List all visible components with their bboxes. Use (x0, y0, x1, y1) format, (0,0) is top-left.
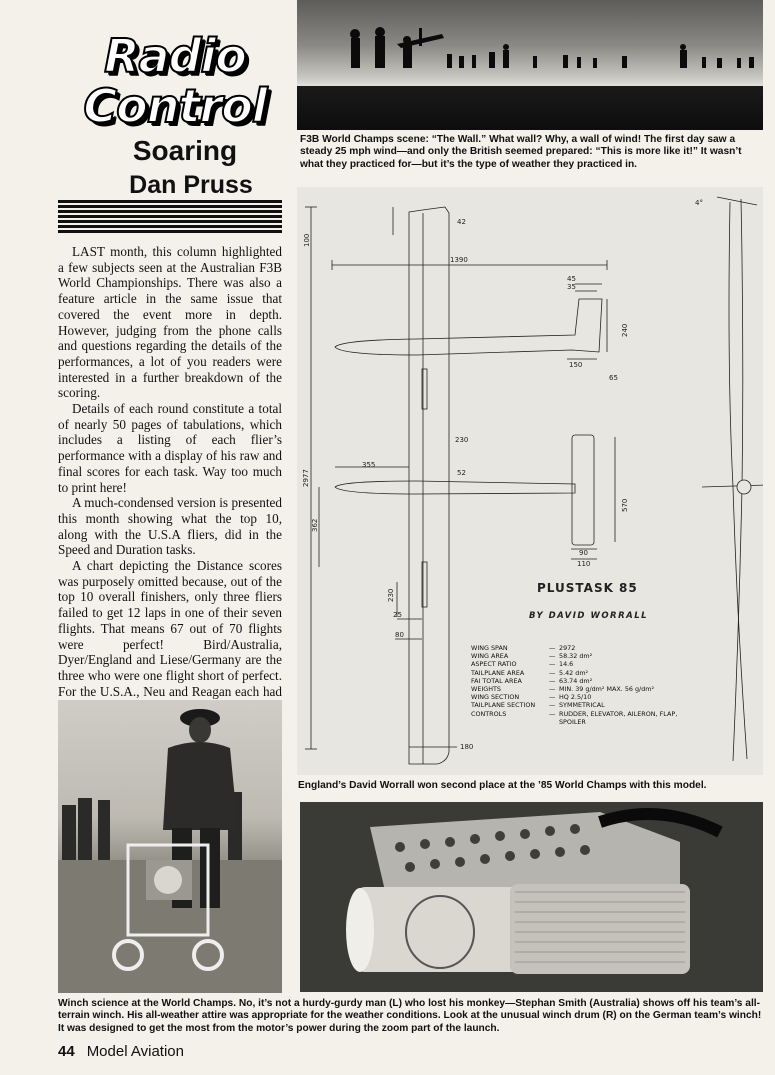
dim-label: 90 (579, 549, 588, 557)
masthead-stripe-divider (58, 200, 282, 234)
page-number: 44 (58, 1043, 75, 1060)
top-view-fuselage (335, 481, 575, 494)
dim-label: 65 (609, 374, 618, 382)
caption-plans: England’s David Worrall won second place at the ’85 World Champs with this model. (298, 780, 707, 791)
article-body (58, 244, 282, 762)
dim-label: 45 (567, 275, 576, 283)
dim-label: 150 (569, 361, 583, 369)
wing-planform (409, 207, 449, 764)
wall-silhouette-figures (297, 0, 763, 130)
spec-row: WING SECTION — HQ 2.5/10 (471, 693, 592, 702)
masthead-radio: Radio (104, 29, 246, 83)
paragraph: LAST month, this column highlighted a few subjects seen at the Australian F3B World Championships. There was also a feature article in the same issue that covered the event more in depth. However, judging from the phone calls and questions regarding the details of the performances, a lot of you readers were interested in a further breakdown of the scoring. (58, 244, 282, 401)
dim-label: 25 (393, 611, 402, 619)
photo-the-wall (297, 0, 763, 130)
dim-label: 355 (362, 461, 376, 469)
spec-row: WING AREA — 58.32 dm² (471, 652, 593, 661)
dim-label: 240 (621, 323, 629, 337)
dim-label: 100 (303, 233, 311, 247)
dim-label: 1390 (450, 256, 468, 264)
caption-the-wall: F3B World Champs scene: “The Wall.” What wall? Why, a wall of wind! The first day saw a steady 25 mph wind—and only the British seemed prepared: “This is more like it!” It wasn’t what they practiced for—but it’s the type of weather they practiced in. (300, 134, 742, 170)
author-byline: Dan Pruss (129, 171, 253, 199)
spec-row: TAILPLANE AREA — 5.42 dm² (471, 668, 589, 677)
paragraph: Details of each round constitute a total of nearly 50 pages of tabulations, which includes a listing of each flier’s performance with a display of his raw and final scores for each task. Way too much to print here! (58, 401, 282, 495)
winch-man-figure (58, 700, 282, 993)
page-footer (58, 1043, 184, 1060)
plans-title: PLUSTASK 85 (537, 581, 638, 595)
dim-label: 362 (311, 518, 319, 532)
dim-label: 110 (577, 560, 591, 568)
paragraph: A much-condensed version is presented this month showing what the top 10, along with the U.S.A fliers, did in the Speed and Duration tasks. (58, 495, 282, 558)
side-view-fuselage (335, 299, 602, 355)
magazine-name: Model Aviation (86, 1043, 184, 1060)
paragraph: A chart depicting the Distance scores was purposely omitted because, out of the top 10 overall finishers, only three fliers failed to get 12 laps in one of their seven flights. That means 67 out of 70 flights were perfect! Bird/Australia, Dyer/England and Liese/Germany are the three who were one flight short of perfect. For the U.S.A., Neu and Reagan each had (58, 558, 282, 699)
spec-row: CONTROLS — RUDDER, ELEVATOR, AILERON, FLAP, (471, 709, 678, 718)
section-title: Soaring (132, 135, 238, 166)
winch-drum-image (300, 802, 763, 992)
dim-label: 35 (567, 283, 576, 291)
spec-row: FAI TOTAL AREA — 63.74 dm² (471, 676, 593, 685)
photo-winch-man (58, 700, 282, 993)
dim-label: 570 (621, 498, 629, 512)
dim-label: 2977 (302, 469, 310, 487)
spec-row: WING SPAN — 2972 (471, 644, 576, 652)
spec-row: ASPECT RATIO — 14.6 (471, 660, 574, 669)
dim-label: 4° (695, 199, 703, 207)
spec-row: TAILPLANE SECTION — SYMMETRICAL (471, 701, 605, 710)
spec-row: WEIGHTS — MIN. 39 g/dm² MAX. 56 g/dm² (471, 685, 655, 694)
plustask-plans-drawing (297, 187, 763, 775)
dim-label: 180 (460, 743, 474, 751)
caption-winch: Winch science at the World Champs. No, it’s not a hurdy-gurdy man (L) who lost his monkey—Stephan Smith (Australia) shows off his team’s all-terrain winch. His all-weather attire was appropriate for the weather conditions. Look at the unusual winch drum (R) on the German team’s winch! It was designed to get the most from the motor’s power during the zoom part of the launch. (58, 998, 762, 1034)
masthead-control: Control (83, 79, 267, 133)
dim-label: 42 (457, 218, 466, 226)
dim-label: 230 (455, 436, 469, 444)
front-view-fuselage (737, 480, 751, 494)
specs-table (471, 644, 761, 726)
plans-byline: BY DAVID WORRALL (529, 611, 649, 621)
spec-row: SPOILER (559, 717, 586, 726)
dim-label: 80 (395, 631, 404, 639)
dim-label: 52 (457, 469, 466, 477)
photo-winch-drum (300, 802, 763, 992)
dim-label: 230 (387, 588, 395, 602)
